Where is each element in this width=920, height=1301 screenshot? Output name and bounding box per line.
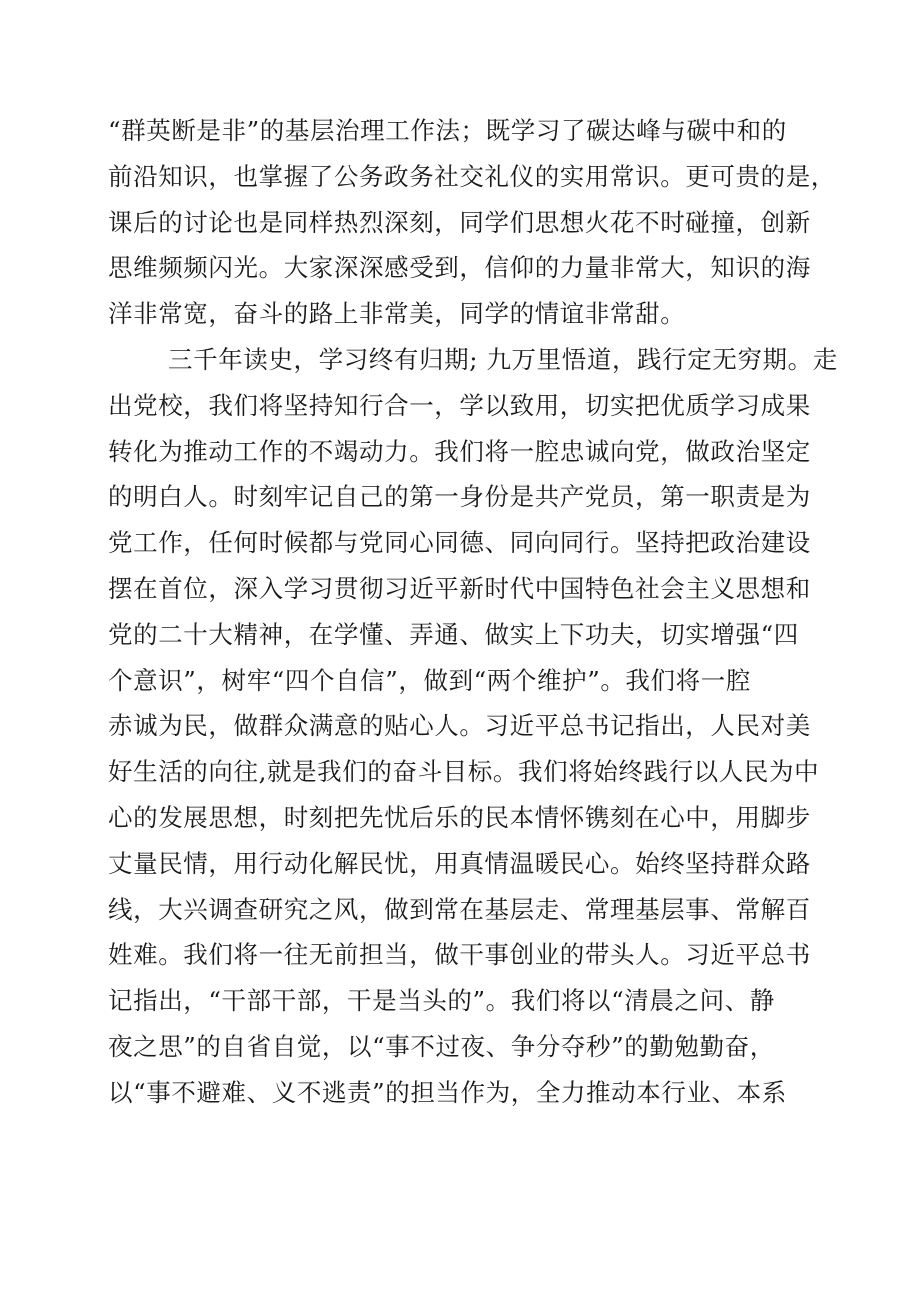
paragraph-2 xyxy=(108,337,838,1116)
paragraph-2-line: 转化为推动工作的不竭动力。我们将一腔忠诚向党，做政治坚定 xyxy=(108,436,811,466)
paragraph-2-line: 摆在首位，深入学习贯彻习近平新时代中国特色社会主义思想和 xyxy=(108,573,811,603)
paragraph-2-line: 三千年读史，学习终有归期; 九万里悟道，践行定无穷期。走 xyxy=(168,344,838,374)
paragraph-2-line: 夜之思”的自省自觉，以“事不过夜、争分夺秒”的勤勉勤奋， xyxy=(108,1031,775,1061)
paragraph-2-line: 记指出，“干部干部，干是当头的”。我们将以“清晨之问、静 xyxy=(108,986,775,1016)
document-body xyxy=(108,108,838,1116)
paragraph-2-line: 姓难。我们将一往无前担当，做干事创业的带头人。习近平总书 xyxy=(108,940,811,970)
paragraph-2-line: 以“事不避难、义不逃责”的担当作为，全力推动本行业、本系 xyxy=(108,1077,787,1107)
paragraph-2-line: 心的发展思想，时刻把先忧后乐的民本情怀镌刻在心中，用脚步 xyxy=(108,802,811,832)
paragraph-2-line: 的明白人。时刻牢记自己的第一身份是共产党员，第一职责是为 xyxy=(108,482,811,512)
paragraph-2-line: 党工作，任何时候都与党同心同德、同向同行。坚持把政治建设 xyxy=(108,528,811,558)
paragraph-1-line: “群英断是非”的基层治理工作法；既学习了碳达峰与碳中和的 xyxy=(108,116,787,145)
paragraph-2-line: 出党校，我们将坚持知行合一，学以致用，切实把优质学习成果 xyxy=(108,390,811,420)
paragraph-1-line: 前沿知识，也掌握了公务政务社交礼仪的实用常识。更可贵的是， xyxy=(108,161,836,191)
paragraph-1-line: 洋非常宽，奋斗的路上非常美，同学的情谊非常甜。 xyxy=(108,299,686,329)
paragraph-1-line: 课后的讨论也是同样热烈深刻，同学们思想火花不时碰撞，创新 xyxy=(108,207,811,237)
paragraph-2-line: 个意识”，树牢“四个自信”，做到“两个维护”。我们将一腔 xyxy=(108,665,751,695)
paragraph-2-line: 党的二十大精神，在学懂、弄通、做实上下功夫，切实增强“四 xyxy=(108,619,799,649)
paragraph-2-line: 丈量民情，用行动化解民忧，用真情温暖民心。始终坚持群众路 xyxy=(108,848,811,878)
paragraph-1-line: 思维频频闪光。大家深深感受到，信仰的力量非常大，知识的海 xyxy=(108,253,811,283)
paragraph-2-line: 赤诚为民，做群众满意的贴心人。习近平总书记指出，人民对美 xyxy=(108,711,811,741)
paragraph-1 xyxy=(108,108,836,337)
paragraph-2-line: 线，大兴调查研究之风，做到常在基层走、常理基层事、常解百 xyxy=(108,894,811,924)
paragraph-2-line: 好生活的向往,就是我们的奋斗目标。我们将始终践行以人民为中 xyxy=(108,757,820,787)
